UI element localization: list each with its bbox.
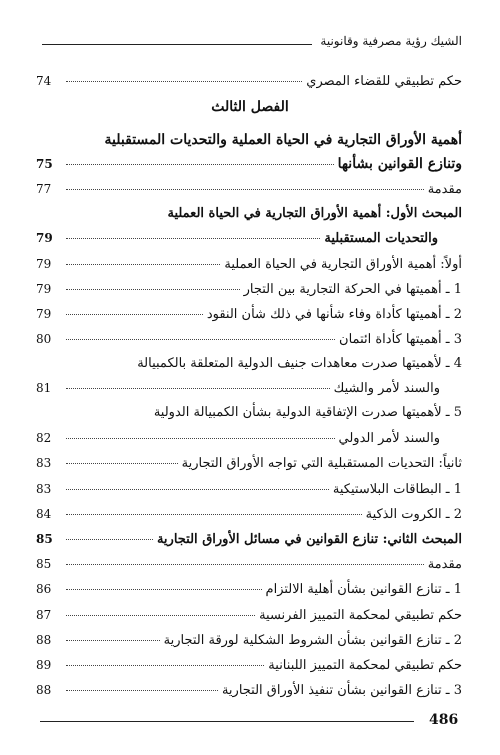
toc-entry-title: 2 ـ الكروت الذكية <box>365 507 462 522</box>
toc-entry <box>36 306 462 323</box>
toc-entry-title: 1 ـ تنازع القوانين بشأن أهلية الالتزام <box>265 582 462 597</box>
dot-leader <box>66 188 424 190</box>
toc-entry-page: 79 <box>36 231 53 245</box>
toc-entry-title: المبحث الثاني: تنازع القوانين في مسائل الأوراق التجارية <box>156 532 462 547</box>
toc-entry-line1: المبحث الأول: أهمية الأوراق التجارية في الحياة العملية <box>167 206 462 221</box>
toc-entry-page: 77 <box>36 182 52 196</box>
toc-entry-title: حكم تطبيقي لمحكمة التمييز الفرنسية <box>259 608 462 623</box>
toc-entry <box>36 682 462 699</box>
toc-entry-title: حكم تطبيقي لمحكمة التمييز اللبنانية <box>268 658 462 673</box>
dot-leader <box>66 163 334 165</box>
toc-entry-title: ثانياً: التحديات المستقبلية التي تواجه الأوراق التجارية <box>181 456 462 471</box>
dot-leader <box>66 237 320 239</box>
toc-entry-title: 2 ـ تنازع القوانين بشأن الشروط الشكلية لورقة التجارية <box>163 633 462 648</box>
page-number: 486 <box>429 712 459 728</box>
toc-entry <box>36 73 462 90</box>
toc-entry <box>36 581 462 598</box>
toc-entry-title: مقدمة <box>427 557 462 572</box>
toc-entry <box>36 281 462 298</box>
dot-leader <box>66 563 424 565</box>
toc-entry-page: 80 <box>36 332 52 346</box>
toc-entry-page: 87 <box>36 608 52 622</box>
toc-entry-page: 82 <box>36 431 52 445</box>
header-rule <box>42 44 312 45</box>
toc-entry <box>36 632 462 649</box>
dot-leader <box>66 437 335 439</box>
toc-entry-page: 79 <box>36 257 52 271</box>
toc-entry-line1: 5 ـ لأهميتها صدرت الإتفاقية الدولية بشأن الكمبيالة الدولية <box>153 405 462 420</box>
toc-entry-page: 79 <box>36 307 52 321</box>
toc-entry <box>36 531 462 548</box>
dot-leader <box>66 513 362 515</box>
toc-entry <box>36 607 462 624</box>
toc-entry-page: 85 <box>36 557 52 571</box>
toc-entry <box>36 156 462 172</box>
toc-entry-title: 2 ـ أهميتها كأداة وفاء شأنها في ذلك شأن النقود <box>206 307 462 322</box>
toc-entry-title: 1 ـ أهميتها في الحركة التجارية بين التجار <box>243 282 462 297</box>
toc-entry <box>36 506 462 523</box>
dot-leader <box>66 614 255 616</box>
footer-rule <box>40 721 414 722</box>
toc-entry-page: 88 <box>36 683 52 697</box>
toc-entry-page: 83 <box>36 482 52 496</box>
toc-entry-page: 74 <box>36 74 52 88</box>
toc-entry-page: 89 <box>36 658 52 672</box>
dot-leader <box>66 538 153 540</box>
toc-entry-page: 83 <box>36 456 52 470</box>
toc-entry <box>36 256 462 273</box>
toc-entry-page: 88 <box>36 633 52 647</box>
running-header: الشيك رؤية مصرفية وقانونية <box>320 34 462 48</box>
toc-entry <box>36 455 462 472</box>
toc-entry <box>36 380 462 397</box>
dot-leader <box>66 263 220 265</box>
toc-entry <box>36 481 462 498</box>
toc-entry <box>36 331 462 348</box>
toc-entry-page: 86 <box>36 582 52 596</box>
toc-entry <box>36 430 462 447</box>
toc-entry-title: والسند لأمر والشيك <box>333 381 440 396</box>
dot-leader <box>66 80 302 82</box>
toc-entry-page: 79 <box>36 282 52 296</box>
dot-leader <box>66 462 178 464</box>
dot-leader <box>66 288 240 290</box>
dot-leader <box>66 488 329 490</box>
dot-leader <box>66 588 262 590</box>
toc-entry-title: 3 ـ تنازع القوانين بشأن تنفيذ الأوراق التجارية <box>221 683 462 698</box>
toc-entry-title: وتنازع القوانين بشأنها <box>337 156 462 172</box>
dot-leader <box>66 338 335 340</box>
toc-entry-line1: أهمية الأوراق التجارية في الحياة العملية والتحديات المستقبلية <box>104 132 462 148</box>
dot-leader <box>66 387 330 389</box>
toc-entry-line1: 4 ـ لأهميتها صدرت معاهدات جنيف الدولية المتعلقة بالكمبيالة <box>137 356 462 371</box>
toc-entry <box>36 181 462 198</box>
toc-entry-page: 85 <box>36 532 53 546</box>
dot-leader <box>66 664 264 666</box>
toc-entry-page: 75 <box>36 157 53 171</box>
toc-entry-title: مقدمة <box>427 182 462 197</box>
toc-entry <box>36 230 462 247</box>
toc-entry-page: 81 <box>36 381 52 395</box>
toc-entry-title: حكم تطبيقي للقضاء المصري <box>306 74 462 89</box>
toc-entry-title: والتحديات المستقبلية <box>324 231 438 246</box>
toc-entry-page: 84 <box>36 507 52 521</box>
toc-entry <box>36 556 462 573</box>
dot-leader <box>66 639 160 641</box>
toc-entry-title: 3 ـ أهميتها كأداة ائتمان <box>339 332 462 347</box>
dot-leader <box>66 313 203 315</box>
toc-entry-title: والسند لأمر الدولي <box>338 431 440 446</box>
toc-entry-title: أولاً: أهمية الأوراق التجارية في الحياة العملية <box>224 257 462 272</box>
dot-leader <box>66 689 218 691</box>
toc-entry <box>36 657 462 674</box>
chapter-title: الفصل الثالث <box>211 99 289 115</box>
toc-entry-title: 1 ـ البطاقات البلاستيكية <box>332 482 462 497</box>
